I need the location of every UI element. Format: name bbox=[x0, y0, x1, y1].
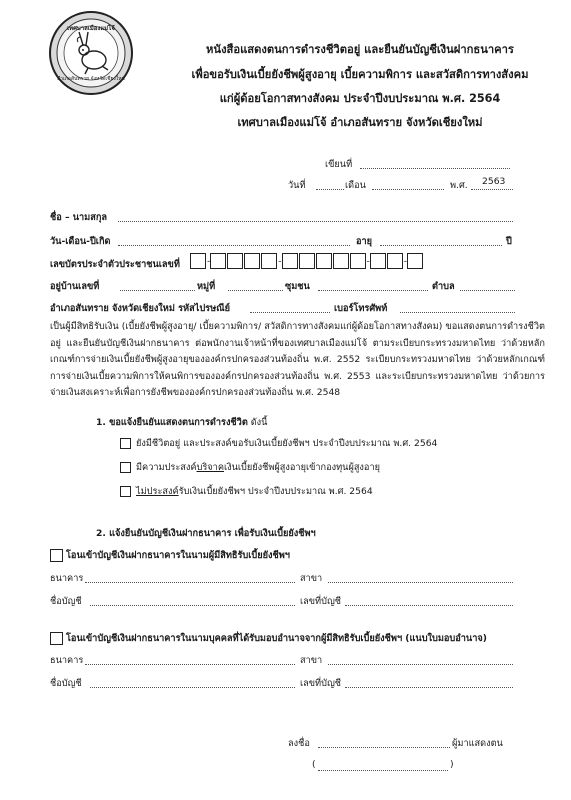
house-no-label: อยู่บ้านเลขที่ bbox=[50, 281, 100, 292]
signature-field[interactable] bbox=[318, 747, 450, 748]
acct-no2-label: เลขที่บัญชี bbox=[300, 678, 342, 689]
name-label: ชื่อ – นามสกุล bbox=[50, 212, 108, 223]
section1-opt3-post: รับเงินเบี้ยยังชีพฯ ประจำปีงบประมาณ พ.ศ. 2564 bbox=[178, 486, 373, 497]
dob-field[interactable] bbox=[118, 245, 350, 246]
bank1-label: ธนาคาร bbox=[50, 573, 84, 584]
section1-opt1-checkbox[interactable] bbox=[120, 438, 131, 449]
age-label: อายุ bbox=[356, 236, 373, 247]
section1-opt2-checkbox[interactable] bbox=[120, 462, 131, 473]
seal-bottom-text: อำเภอสันทราย จังหวัดเชียงใหม่ bbox=[57, 76, 125, 82]
day-field[interactable] bbox=[316, 189, 344, 190]
acct-name1-label: ชื่อบัญชี bbox=[50, 596, 82, 607]
year-field[interactable] bbox=[471, 189, 513, 190]
header-line-3: แก่ผู้ด้อยโอกาสทางสังคม ประจำปีงบประมาณ พ.ศ. 2564 bbox=[219, 92, 501, 105]
branch1-label: สาขา bbox=[300, 573, 323, 584]
branch2-label: สาขา bbox=[300, 655, 323, 666]
moo-label: หมู่ที่ bbox=[197, 281, 216, 292]
postal-code-field[interactable] bbox=[250, 312, 330, 313]
acct-no1-field[interactable] bbox=[345, 605, 513, 606]
moo-field[interactable] bbox=[228, 290, 283, 291]
acct-no1-label: เลขที่บัญชี bbox=[300, 596, 342, 607]
section1-opt3-underlined: ไม่ประสงค์ bbox=[136, 486, 179, 497]
bank2-label: ธนาคาร bbox=[50, 655, 84, 666]
bank1-field[interactable] bbox=[85, 582, 295, 583]
written-at-field[interactable] bbox=[360, 168, 510, 169]
house-no-field[interactable] bbox=[120, 290, 195, 291]
section2-opt2-checkbox[interactable] bbox=[50, 632, 63, 645]
section2-opt1-checkbox[interactable] bbox=[50, 549, 63, 562]
section2-title: 2. แจ้งยืนยันบัญชีเงินฝากธนาคาร เพื่อรับเงินเบี้ยยังชีพฯ bbox=[96, 528, 316, 539]
name-paren-close: ) bbox=[450, 759, 454, 770]
section1-title: 1. ขอแจ้งยืนยันแสดงตนการดำรงชีวิต bbox=[96, 417, 248, 428]
signature-role: ผู้มาแสดงตน bbox=[452, 738, 503, 749]
day-label: วันที่ bbox=[288, 180, 306, 191]
acct-name1-field[interactable] bbox=[90, 605, 295, 606]
body-paragraph: เป็นผู้มีสิทธิรับเงิน (เบี้ยยังชีพผู้สูงอายุ/ เบี้ยความพิการ/ สวัสดิการทางสังคมแก่ผู้ด้อยโอกาสทางสังคม) ขอแสดงตนการดำรงชีวิตอยู่ และยืนยันบัญชีเงินฝากธนาคาร ต่อพนักงานเจ้าหน้าที่ของเทศบาลเมืองแม่โจ้ ตามระเบียบกระทรวงมหาดไทย ว่าด้วยหลักเกณฑ์การจ่ายเงินเบี้ยยังชีพผู้สูงอายุขององค์กรปกครองส่วนท้องถิ่น พ.ศ. 2552 ระเบียบกระทรวงมหาดไทย ว่าด้วยหลักเกณฑ์การจ่ายเงินเบี้ยความพิการให้คนพิการขององค์กรปกครองส่วนท้องถิ่น พ.ศ. 2553 และระเบียบกระทรวงมหาดไทย ว่าด้วยการจ่ายเงินสงเคราะห์เพื่อการยังชีพขององค์กรปกครองส่วนท้องถิ่น พ.ศ. 2548 bbox=[50, 321, 545, 398]
tambon-field[interactable] bbox=[460, 290, 515, 291]
soi-field[interactable] bbox=[318, 290, 428, 291]
name-field[interactable] bbox=[118, 221, 513, 222]
section2-opt2-label: โอนเข้าบัญชีเงินฝากธนาคารในนามบุคคลที่ได้รับมอบอำนาจจากผู้มีสิทธิรับเบี้ยยังชีพฯ (แนบใบมอบอำนาจ) bbox=[66, 633, 487, 644]
branch2-field[interactable] bbox=[328, 664, 513, 665]
seal-top-text: เทศบาลเมืองแม่โจ้ bbox=[67, 25, 115, 32]
acct-name2-label: ชื่อบัญชี bbox=[50, 678, 82, 689]
bank2-field[interactable] bbox=[85, 664, 295, 665]
signature-label: ลงชื่อ bbox=[288, 738, 310, 749]
age-field[interactable] bbox=[380, 245, 502, 246]
amphoe-province-label: อำเภอสันทราย จังหวัดเชียงใหม่ รหัสไปรษณีย์ bbox=[50, 303, 231, 314]
section1-opt3-label bbox=[136, 484, 373, 499]
acct-name2-field[interactable] bbox=[90, 687, 295, 688]
phone-field[interactable] bbox=[400, 312, 515, 313]
branch1-field[interactable] bbox=[328, 582, 513, 583]
age-unit: ปี bbox=[506, 236, 512, 247]
phone-label: เบอร์โทรศัพท์ bbox=[334, 303, 388, 314]
written-at-label: เขียนที่ bbox=[325, 159, 353, 170]
month-field[interactable] bbox=[372, 189, 444, 190]
section1-opt2-post: เงินเบี้ยยังชีพผู้สูงอายุเข้ากองทุนผู้สูงอายุ bbox=[224, 462, 380, 473]
section1-opt2-pre: มีความประสงค์ bbox=[136, 462, 197, 473]
id-card-boxes[interactable]: - - - - bbox=[190, 253, 424, 269]
section1-title-suffix: ดังนี้ bbox=[250, 417, 268, 428]
section1-opt2-label bbox=[136, 460, 380, 475]
printed-name-field[interactable] bbox=[318, 770, 448, 771]
section2-opt1-label: โอนเข้าบัญชีเงินฝากธนาคารในนามผู้มีสิทธิรับเบี้ยยังชีพฯ bbox=[66, 550, 290, 561]
acct-no2-field[interactable] bbox=[345, 687, 513, 688]
soi-label: ซุมชน bbox=[285, 281, 310, 292]
id-card-label: เลขบัตรประจำตัวประชาชนเลขที่ bbox=[50, 259, 180, 270]
section1-opt3-checkbox[interactable] bbox=[120, 486, 131, 497]
section1-title-row bbox=[96, 415, 267, 430]
year-value: 2563 bbox=[482, 176, 506, 187]
dob-label: วัน-เดือน-ปีเกิด bbox=[50, 236, 111, 247]
header-line-4: เทศบาลเมืองแม่โจ้ อำเภอสันทราย จังหวัดเชียงใหม่ bbox=[237, 116, 483, 129]
header-line-1: หนังสือแสดงตนการดำรงชีวิตอยู่ และยืนยันบัญชีเงินฝากธนาคาร bbox=[206, 43, 514, 56]
year-label: พ.ศ. bbox=[450, 180, 468, 191]
tambon-label: ตำบล bbox=[432, 281, 455, 292]
section1-opt2-underlined: บริจาค bbox=[196, 462, 224, 473]
header-line-2: เพื่อขอรับเงินเบี้ยยังชีพผู้สูงอายุ เบี้ยความพิการ และสวัสดิการทางสังคม bbox=[191, 68, 529, 81]
name-paren-open: ( bbox=[312, 759, 316, 770]
month-label: เดือน bbox=[345, 180, 366, 191]
section1-opt1-label: ยังมีชีวิตอยู่ และประสงค์ขอรับเงินเบี้ยยังชีพฯ ประจำปีงบประมาณ พ.ศ. 2564 bbox=[136, 438, 438, 449]
